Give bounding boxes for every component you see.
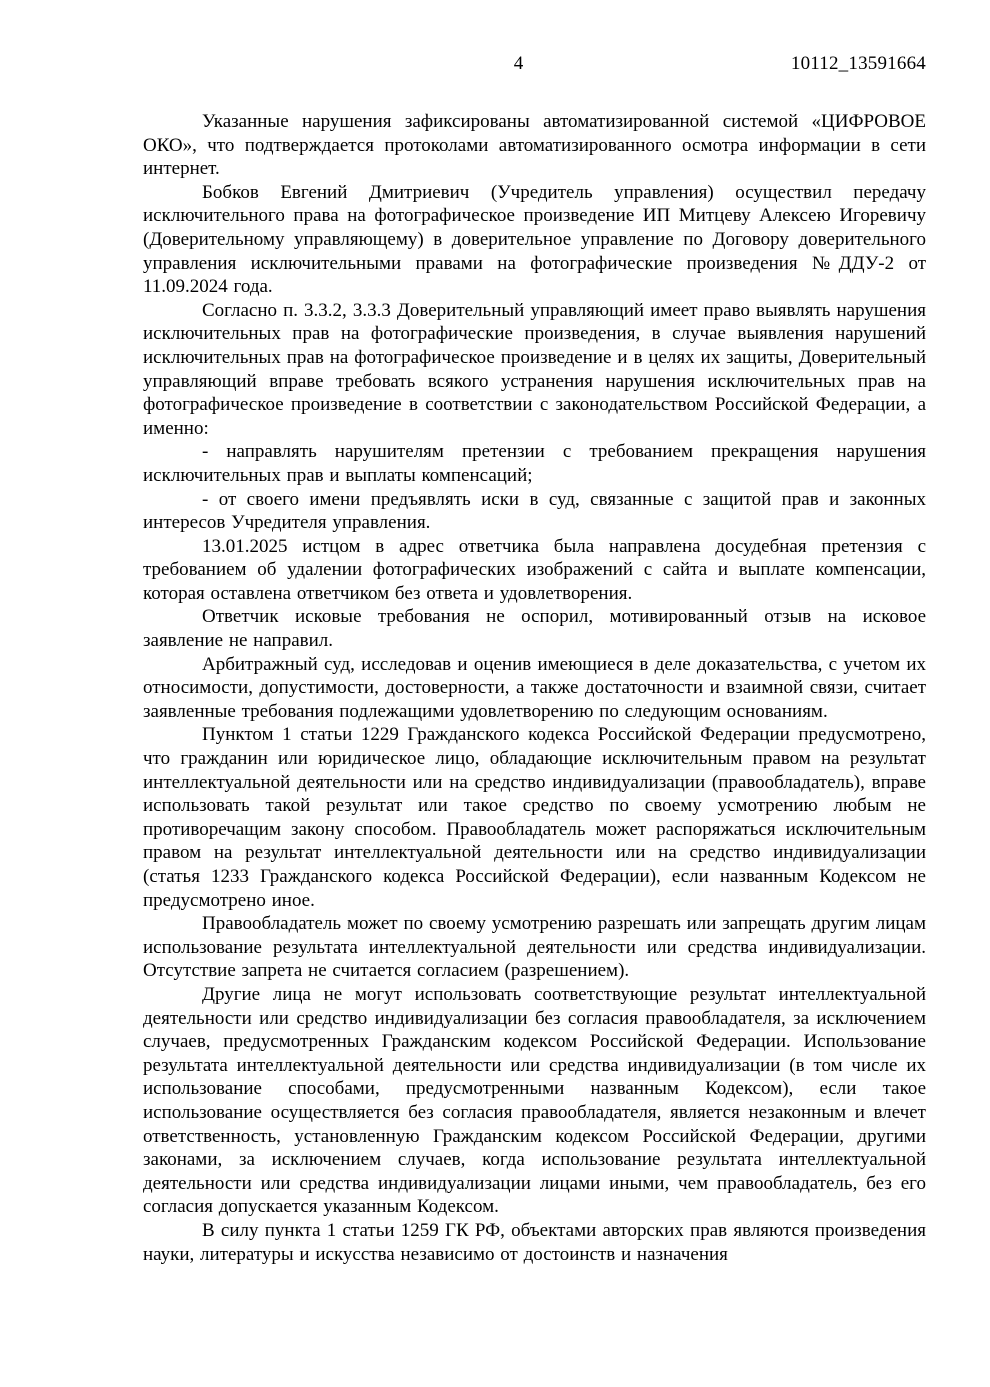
paragraph-bullet-lawsuits: - от своего имени предъявлять иски в суд, связанные с защитой прав и законных интересов Учредителя управления. [143,488,926,534]
paragraph-defendant-no-response: Ответчик исковые требования не оспорил, мотивированный отзыв на исковое заявление не направил. [143,606,926,652]
paragraph-trustee-rights: Согласно п. 3.3.2, 3.3.3 Доверительный управляющий имеет право выявлять нарушения исключительных прав на фотографические произведения, в случае выявления нарушений исключительных прав на фотографическое произведение и в целях их защиты, Доверительный управляющий вправе требовать всякого устранения нарушения исключительных прав на фотографическое произведение в соответствии с законодательством Российской Федерации, а именно: [143,299,926,439]
paragraph-rights-transfer: Бобков Евгений Дмитриевич (Учредитель управления) осуществил передачу исключительного права на фотографическое произведение ИП Митцеву Алексею Игоревичу (Доверительному управляющему) в доверительное управление по Договору доверительного управления исключительными правами на фотографические произведения №ДДУ-2 от 11.09.2024 года. [143,181,926,298]
document-body [143,110,926,1266]
paragraph-court-assessment: Арбитражный суд, исследовав и оценив имеющиеся в деле доказательства, с учетом их относимости, допустимости, достоверности, а также достаточности и взаимной связи, считает заявленные требования подлежащими удовлетворению по следующим основаниям. [143,653,926,722]
paragraph-article-1229: Пунктом 1 статьи 1229 Гражданского кодекса Российской Федерации предусмотрено, что гражданин или юридическое лицо, обладающие исключительным правом на результат интеллектуальной деятельности или на средство индивидуализации (правообладатель), вправе использовать такой результат или такое средство по своему усмотрению любым не противоречащим закону способом. Правообладатель может распоряжаться исключительным правом на результат интеллектуальной деятельности или на средство индивидуализации (статья 1233 Гражданского кодекса Российской Федерации), если названным Кодексом не предусмотрено иное. [143,724,926,911]
paragraph-bullet-claims: - направлять нарушителям претензии с требованием прекращения нарушения исключительных прав и выплаты компенсаций; [143,441,926,486]
page-number: 4 [513,53,524,74]
paragraph-pretrial-claim: 13.01.2025 истцом в адрес ответчика была направлена досудебная претензия с требованием об удалении фотографических изображений с сайта и выплате компенсации, которая оставлена ответчиком без ответа и удовлетворения. [143,535,926,604]
document-id: 10112_13591664 [790,53,926,74]
paragraph-other-persons-use: Другие лица не могут использовать соответствующие результат интеллектуальной деятельности или средство индивидуализации без согласия правообладателя, за исключением случаев, предусмотренных Гражданским кодексом Российской Федерации. Использование результата интеллектуальной деятельности или средства индивидуализации (в том числе их использование способами, предусмотренными названным Кодексом), если такое использование осуществляется без согласия правообладателя, является незаконным и влечет ответственность, установленную Гражданским кодексом Российской Федерации, другими законами, за исключением случаев, когда использование результата интеллектуальной деятельности или средства индивидуализации лицами иными, чем правообладатель, без его согласия допускается указанным Кодексом. [143,983,926,1218]
paragraph-violations-fixed: Указанные нарушения зафиксированы автоматизированной системой «ЦИФРОВОЕ ОКО», что подтверждается протоколами автоматизированного осмотра информации в сети интернет. [143,111,926,180]
paragraph-article-1259: В силу пункта 1 статьи 1259 ГК РФ, объектами авторских прав являются произведения науки, литературы и искусства независимо от достоинств и назначения [143,1219,926,1265]
paragraph-rightsholder-permission: Правообладатель может по своему усмотрению разрешать или запрещать другим лицам использование результата интеллектуальной деятельности или средства индивидуализации. Отсутствие запрета не считается согласием (разрешением). [143,913,926,982]
page-header [143,52,926,76]
